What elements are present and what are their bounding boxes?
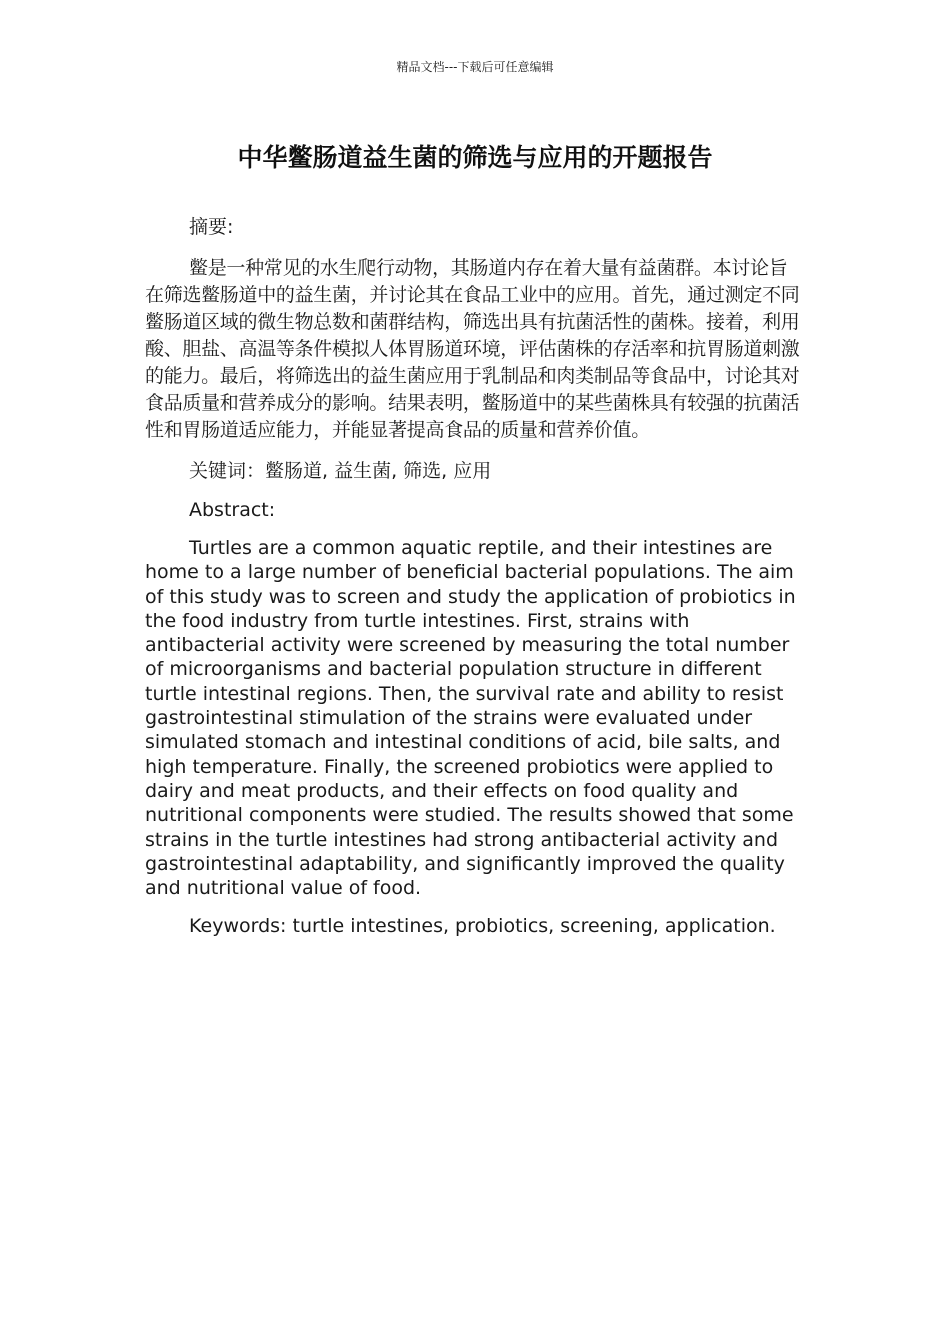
header-note: 精品文档---下载后可任意编辑 [396, 60, 554, 74]
document-body [145, 214, 805, 939]
en-keywords: Keywords: turtle intestines, probiotics, screening, application. [189, 915, 776, 938]
zh-abstract-label: 摘要: [189, 216, 234, 238]
document-title: 中华鳖肠道益生菌的筛选与应用的开题报告 [237, 143, 713, 172]
en-abstract-label: Abstract: [189, 499, 276, 521]
zh-abstract-body: 鳖是一种常见的水生爬行动物，其肠道内存在着大量有益菌群。本讨论旨在筛选鳖肠道中的益生菌，并讨论其在食品工业中的应用。首先，通过测定不同鳖肠道区域的微生物总数和菌群结构，筛选出具有抗菌活性的菌株。接着，利用酸、胆盐、高温等条件模拟人体胃肠道环境，评估菌株的存活率和抗胃肠道刺激的能力。最后，将筛选出的益生菌应用于乳制品和肉类制品等食品中，讨论其对食品质量和营养成分的影响。结果表明，鳖肠道中的某些菌株具有较强的抗菌活性和胃肠道适应能力，并能显著提高食品的质量和营养价值。 [145, 257, 800, 441]
en-abstract-body: Turtles are a common aquatic reptile, and their intestines are home to a large number of beneficial bacterial populations. The aim of this study was to screen and study the application of probiotics in the food industry from turtle intestines. First, strains with antibacterial activity were screened by measuring the total number of microorganisms and bacterial population structure in different turtle intestinal regions. Then, the survival rate and ability to resist gastrointestinal stimulation of the strains were evaluated under simulated stomach and intestinal conditions of acid, bile salts, and high temperature. Finally, the screened probiotics were applied to dairy and meat products, and their effects on food quality and nutritional components were studied. The results showed that some strains in the turtle intestines had strong antibacterial activity and gastrointestinal adaptability, and significantly improved the quality and nutritional value of food. [145, 537, 796, 900]
zh-keywords: 关键词：鳖肠道, 益生菌, 筛选, 应用 [189, 460, 492, 482]
